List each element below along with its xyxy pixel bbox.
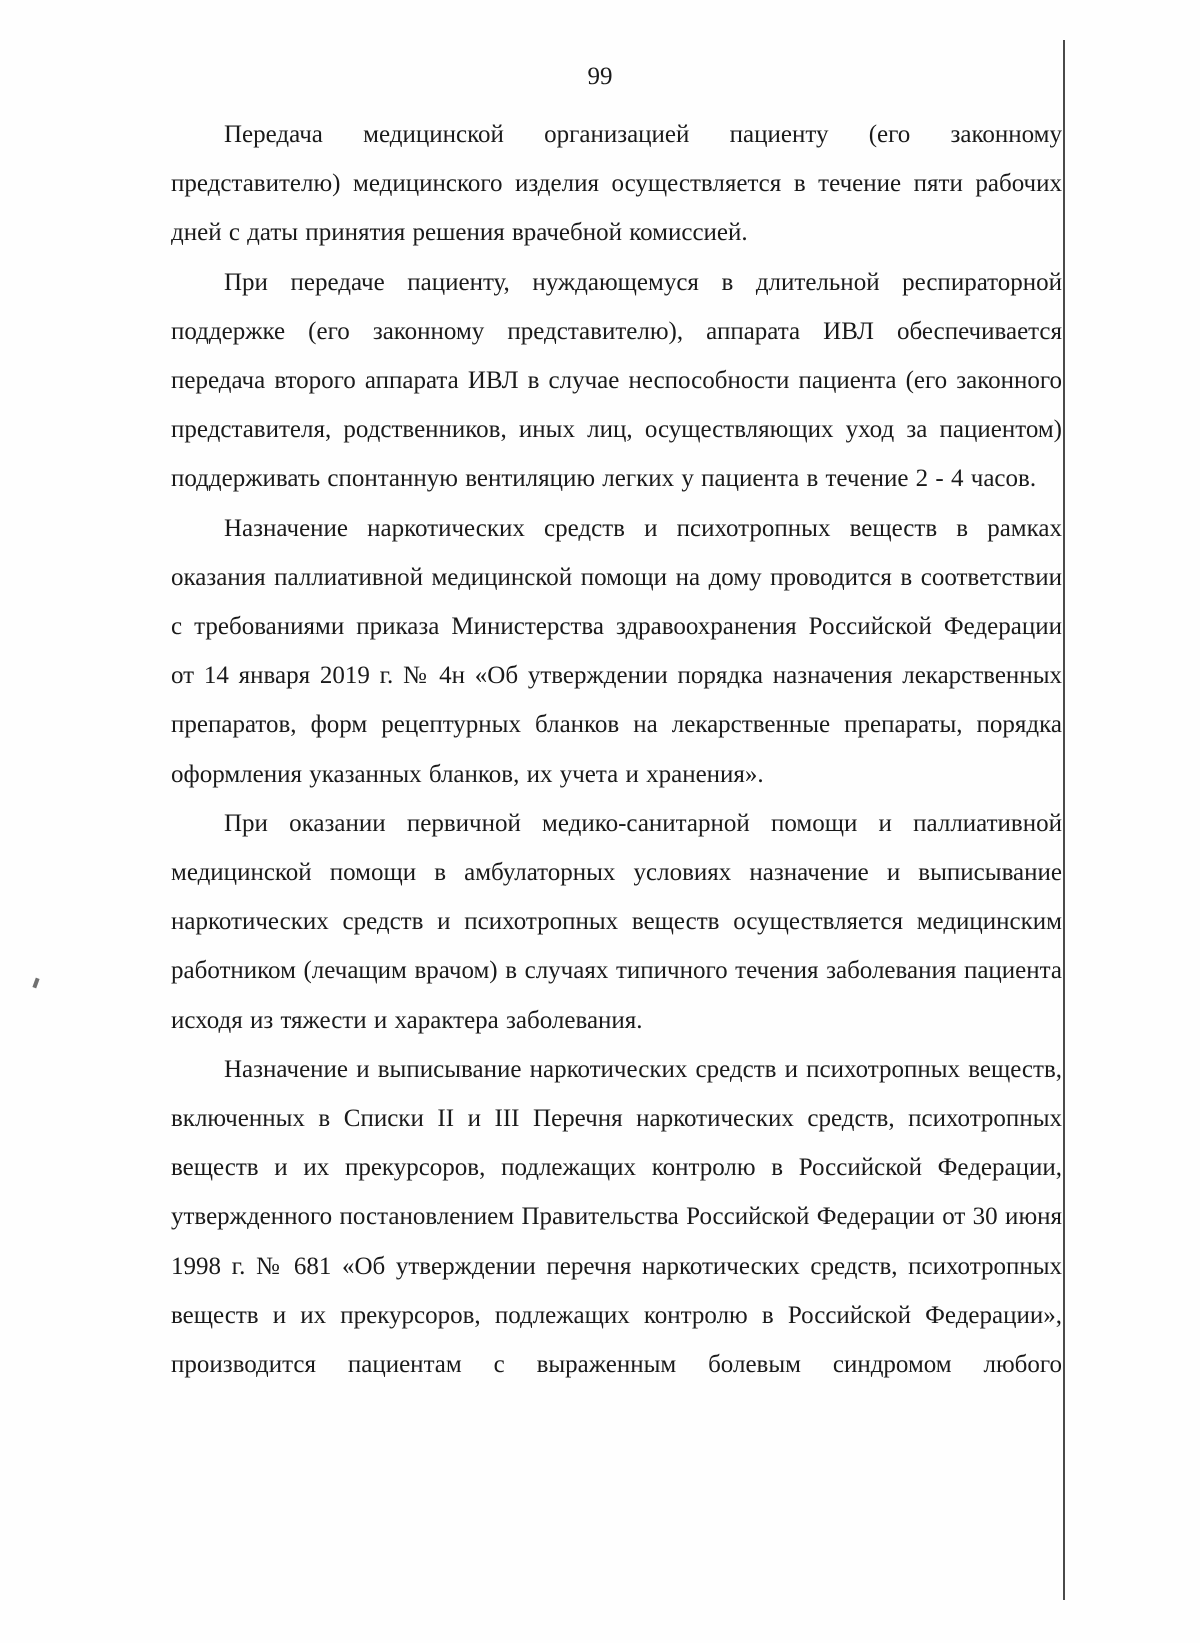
paragraph-device-transfer: Передача медицинской организацией пациенту (его законному представителю) медицинского изделия осуществляется в течение пяти рабочих дней с даты принятия решения врачебной комиссией.	[171, 121, 1062, 247]
paragraph-outpatient-prescribing: При оказании первичной медико-санитарной помощи и паллиативной медицинской помощи в амбулаторных условиях назначение и выписывание наркотических средств и психотропных веществ осуществляется медицинским работником (лечащим врачом) в случаях типичного течения заболевания пациента исходя из тяжести и характера заболевания.	[171, 809, 1062, 1034]
paragraph-ventilator-transfer: При передаче пациенту, нуждающемуся в длительной респираторной поддержке (его законному представителю), аппарата ИВЛ обеспечивается передача второго аппарата ИВЛ в случае неспособности пациента (его законного представителя, родственников, иных лиц, осуществляющих уход за пациентом) поддерживать спонтанную вентиляцию легких у пациента в течение 2 - 4 часов.	[171, 268, 1062, 493]
paragraph-narcotics-at-home: Назначение наркотических средств и психотропных веществ в рамках оказания паллиативной медицинской помощи на дому проводится в соответствии с требованиями приказа Министерства здравоохранения Российской Федерации от 14 января 2019 г. № 4н «Об утверждении порядка назначения лекарственных препаратов, форм рецептурных бланков на лекарственные препараты, порядка оформления указанных бланков, их учета и хранения».	[171, 514, 1062, 788]
page-number: 99	[587, 63, 613, 90]
document-body	[171, 110, 1062, 1389]
scan-margin-mark	[32, 978, 39, 989]
scan-edge-line	[1063, 40, 1065, 1600]
paragraph-lists-prescribing: Назначение и выписывание наркотических средств и психотропных веществ, включенных в Списки II и III Перечня наркотических средств, психотропных веществ и их прекурсоров, подлежащих контролю в Российской Федерации, утвержденного постановлением Правительства Российской Федерации от 30 июня 1998 г. № 681 «Об утверждении перечня наркотических средств, психотропных веществ и их прекурсоров, подлежащих контролю в Российской Федерации», производится пациентам с выраженным болевым синдромом любого	[171, 1055, 1062, 1379]
